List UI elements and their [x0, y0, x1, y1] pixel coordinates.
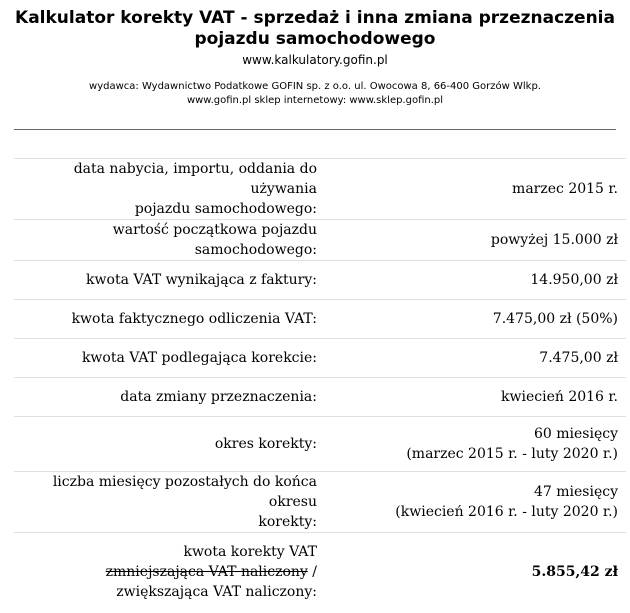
- actual-deduction-label: kwota faktycznego odliczenia VAT:: [71, 311, 317, 327]
- table-row: [14, 261, 626, 300]
- publisher-line-2: www.gofin.pl sklep internetowy: www.sklep.gofin.pl: [186, 95, 444, 106]
- acquisition-date-label: data nabycia, importu, oddania do używania pojazdu samochodowego:: [73, 161, 317, 217]
- correction-period-label: okres korekty:: [214, 436, 317, 452]
- table-row: [14, 417, 626, 472]
- remaining-months-value: 47 miesięcy (kwiecień 2016 r. - luty 2020 r.): [395, 484, 618, 520]
- invoice-vat-value: 14.950,00 zł: [530, 272, 618, 288]
- header-divider: [14, 129, 616, 130]
- table-row: [14, 533, 626, 611]
- table-row: [14, 378, 626, 417]
- correction-amount-value: 5.855,42 zł: [531, 563, 618, 580]
- initial-value-label: wartość początkowa pojazdu samochodowego:: [112, 222, 317, 258]
- initial-value-value: powyżej 15.000 zł: [490, 232, 618, 248]
- change-date-label: data zmiany przeznaczenia:: [120, 389, 317, 405]
- actual-deduction-value: 7.475,00 zł (50%): [492, 311, 618, 327]
- table-row: [14, 159, 626, 220]
- acquisition-date-value: marzec 2015 r.: [512, 181, 618, 197]
- publisher-info: [0, 80, 630, 108]
- invoice-vat-label: kwota VAT wynikająca z faktury:: [86, 272, 317, 288]
- remaining-months-label: liczba miesięcy pozostałych do końca okresu korekty:: [52, 474, 317, 530]
- calculation-table: [14, 158, 626, 611]
- change-date-value: kwiecień 2016 r.: [501, 389, 618, 405]
- table-row: [14, 339, 626, 378]
- table-row: [14, 220, 626, 261]
- table-row: [14, 300, 626, 339]
- page-title: Kalkulator korekty VAT - sprzedaż i inna zmiana przeznaczenia pojazdu samochodowego: [15, 8, 615, 49]
- correction-period-value: 60 miesięcy (marzec 2015 r. - luty 2020 r.): [406, 426, 618, 462]
- correction-amount-label: kwota korekty VAT zmniejszająca VAT naliczony / zwiększająca VAT naliczony:: [105, 543, 317, 600]
- vat-subject-to-correction-value: 7.475,00 zł: [539, 350, 618, 366]
- table-row: [14, 472, 626, 533]
- vat-subject-to-correction-label: kwota VAT podlegająca korekcie:: [81, 350, 317, 366]
- site-url: www.kalkulatory.gofin.pl: [242, 53, 388, 67]
- struck-text: zmniejszająca VAT naliczony: [105, 563, 308, 580]
- publisher-line-1: wydawca: Wydawnictwo Podatkowe GOFIN sp. z o.o. ul. Owocowa 8, 66-400 Gorzów Wlkp.: [89, 81, 541, 92]
